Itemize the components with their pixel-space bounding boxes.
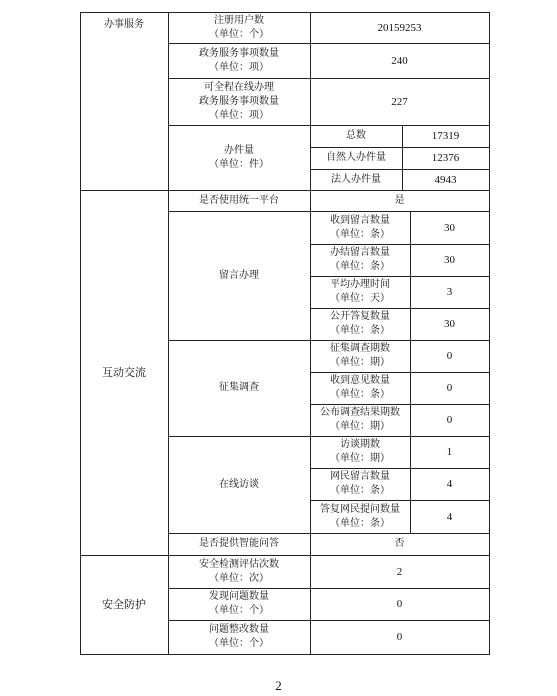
interview-periods-value: 1 xyxy=(446,446,453,458)
section-service: 办事服务 xyxy=(104,19,144,30)
service-items-label: 政务服务事项数量 （单位：项） xyxy=(199,47,279,73)
interview-questions-label: 网民留言数量 （单位：条） xyxy=(330,471,390,496)
issues-fixed-label: 问题整改数量 （单位：个） xyxy=(209,624,269,649)
interview-answers-value: 4 xyxy=(446,510,453,523)
issues-found-value: 0 xyxy=(396,598,403,610)
survey-periods-value: 0 xyxy=(446,350,453,362)
messages-handled-label: 办结留言数量 （单位：条） xyxy=(330,247,390,272)
assessments-label: 安全检测评估次数 （单位：次） xyxy=(199,558,279,584)
survey-opinions-label: 收到意见数量 （单位：条） xyxy=(330,375,390,400)
messages-avg-time-value: 3 xyxy=(446,286,453,298)
survey-results-label: 公布调查结果期数 （单位：期） xyxy=(320,407,400,432)
survey-label: 征集调查 xyxy=(219,382,259,393)
issues-found-label: 发现问题数量 （单位：个） xyxy=(209,591,269,616)
assessments-value: 2 xyxy=(396,565,403,578)
cases-total-label: 总数 xyxy=(346,130,366,141)
messages-received-label: 收到留言数量 （单位：条） xyxy=(330,214,390,240)
online-items-value: 227 xyxy=(391,95,408,108)
interview-questions-value: 4 xyxy=(446,478,453,490)
cases-label: 办件量 （单位：件） xyxy=(209,144,269,170)
messages-handled-value: 30 xyxy=(444,254,455,266)
survey-opinions-value: 0 xyxy=(446,382,453,394)
messages-received-value: 30 xyxy=(444,221,455,234)
messages-replies-label: 公开答复数量 （单位：条） xyxy=(330,311,390,336)
smart-qa-value: 否 xyxy=(394,538,405,549)
interview-label: 在线访谈 xyxy=(219,478,259,490)
messages-label: 留言办理 xyxy=(219,269,259,281)
interview-periods-label: 访谈期数 （单位：期） xyxy=(330,439,390,464)
section-security: 安全防护 xyxy=(102,597,146,611)
cases-legal-label: 法人办件量 xyxy=(331,173,381,185)
interview-answers-label: 答复网民提问数量 （单位：条） xyxy=(320,503,400,529)
unified-platform-value: 是 xyxy=(394,194,405,206)
issues-fixed-value: 0 xyxy=(396,631,403,643)
service-items-value: 240 xyxy=(391,54,408,67)
registered-users-value: 20159253 xyxy=(377,21,422,34)
messages-avg-time-label: 平均办理时间 （单位：天） xyxy=(330,279,390,304)
smart-qa-label: 是否提供智能问答 xyxy=(199,538,279,549)
cases-total-value: 17319 xyxy=(431,130,460,142)
page-number: 2 xyxy=(275,678,282,693)
cases-natural-value: 12376 xyxy=(431,152,460,164)
survey-results-value: 0 xyxy=(446,414,453,426)
section-interaction: 互动交流 xyxy=(102,365,146,379)
registered-users-label: 注册用户数 （单位：个） xyxy=(209,14,269,40)
online-items-label: 可全程在线办理 政务服务事项数量 （单位：项） xyxy=(199,81,279,121)
messages-replies-value: 30 xyxy=(444,318,455,330)
cases-legal-value: 4943 xyxy=(434,173,457,186)
unified-platform-label: 是否使用统一平台 xyxy=(199,194,279,206)
survey-periods-label: 征集调查期数 （单位：期） xyxy=(330,343,390,368)
cases-natural-label: 自然人办件量 xyxy=(326,152,386,163)
